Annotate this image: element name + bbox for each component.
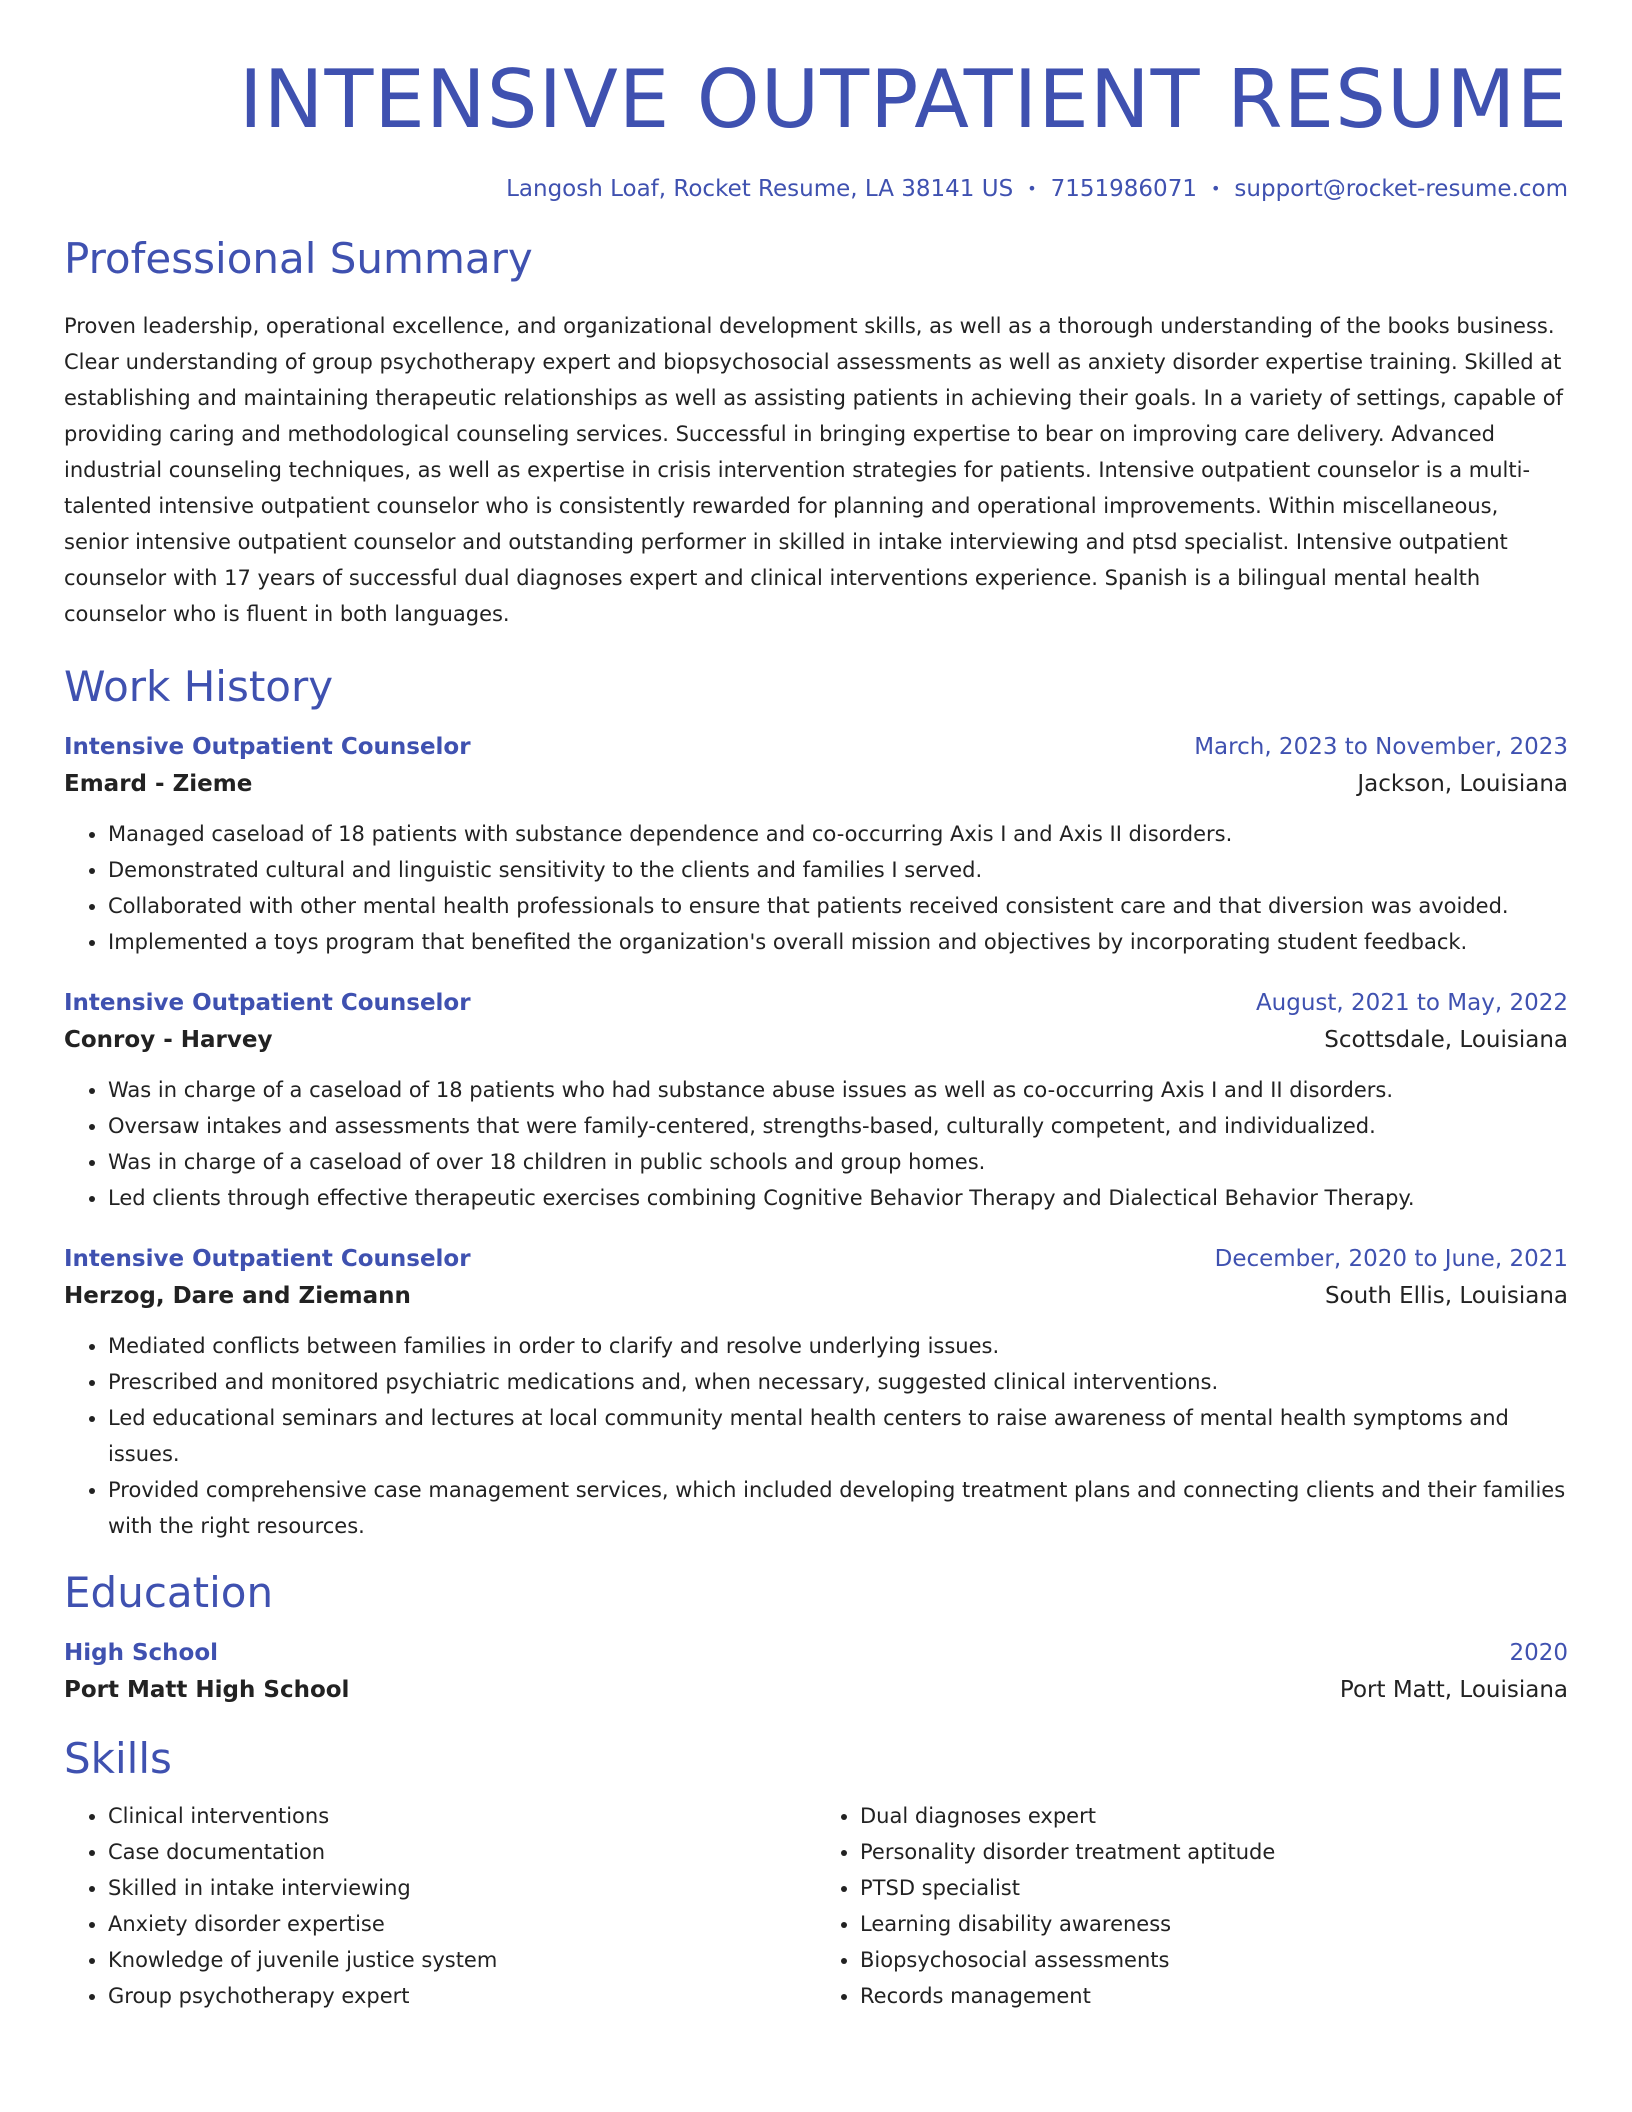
job-location: South Ellis, Louisiana	[1324, 1283, 1568, 1309]
job-header-row	[64, 986, 1568, 1020]
skills-columns	[64, 1798, 1568, 2014]
job-position: Intensive Outpatient Counselor	[64, 1246, 471, 1272]
job-position: Intensive Outpatient Counselor	[64, 734, 471, 760]
skill-item: • Learning disability awareness	[860, 1906, 1568, 1942]
job-dates: March, 2023 to November, 2023	[1194, 734, 1568, 760]
contact-address: Langosh Loaf, Rocket Resume, LA 38141 US	[506, 176, 1014, 202]
job-bullet: • Was in charge of a caseload of over 18 children in public schools and group homes.	[108, 1144, 1568, 1180]
job-dates: December, 2020 to June, 2021	[1214, 1246, 1568, 1272]
job-bullet: • Provided comprehensive case management services, which included developing treatment plans and connecting clients and their families with the right resources.	[108, 1472, 1568, 1544]
skill-item: • Personality disorder treatment aptitude	[860, 1834, 1568, 1870]
job-bullet: • Demonstrated cultural and linguistic sensitivity to the clients and families I served.	[108, 852, 1568, 888]
job-location: Scottsdale, Louisiana	[1324, 1027, 1568, 1053]
skills-section	[64, 1732, 1568, 2014]
job-company-row	[64, 1020, 1568, 1060]
skill-item: • Anxiety disorder expertise	[108, 1906, 816, 1942]
job-company: Herzog, Dare and Ziemann	[64, 1283, 411, 1309]
skill-item: • Dual diagnoses expert	[860, 1798, 1568, 1834]
job-company-row	[64, 764, 1568, 804]
job-bullet: • Oversaw intakes and assessments that were family-centered, strengths-based, culturally competent, and individualized.	[108, 1108, 1568, 1144]
job-bullet: • Led educational seminars and lectures at local community mental health centers to raise awareness of mental health symptoms and issues.	[108, 1400, 1568, 1472]
skill-item: • Knowledge of juvenile justice system	[108, 1942, 816, 1978]
skills-heading: Skills	[64, 1734, 172, 1783]
job-bullet: • Was in charge of a caseload of 18 patients who had substance abuse issues as well as co-occurring Axis I and II disorders.	[108, 1072, 1568, 1108]
skill-item: • Records management	[860, 1978, 1568, 2014]
job-header-row	[64, 1242, 1568, 1276]
job-bullet-list	[64, 1072, 1568, 1216]
skills-list-left	[64, 1798, 816, 2014]
job-bullet-list	[64, 816, 1568, 960]
contact-separator: •	[1210, 179, 1221, 198]
skill-item: • Case documentation	[108, 1834, 816, 1870]
skill-item: • Group psychotherapy expert	[108, 1978, 816, 2014]
job-bullet: • Led clients through effective therapeutic exercises combining Cognitive Behavior Therapy and Dialectical Behavior Therapy.	[108, 1180, 1568, 1216]
education-heading: Education	[64, 1568, 274, 1617]
education-section	[64, 1566, 1568, 1710]
work-history-section	[64, 660, 1568, 1544]
job-bullet: • Mediated conflicts between families in order to clarify and resolve underlying issues.	[108, 1328, 1568, 1364]
job-entry	[64, 730, 1568, 960]
job-dates: August, 2021 to May, 2022	[1255, 990, 1568, 1016]
resume-page	[64, 0, 1568, 2014]
education-entry	[64, 1636, 1568, 1710]
skill-item: • Clinical interventions	[108, 1798, 816, 1834]
job-header-row	[64, 730, 1568, 764]
skills-list-right	[816, 1798, 1568, 2014]
job-bullet: • Managed caseload of 18 patients with substance dependence and co-occurring Axis I and Axis II disorders.	[108, 816, 1568, 852]
education-school-row	[64, 1670, 1568, 1710]
skill-item: • Biopsychosocial assessments	[860, 1942, 1568, 1978]
contact-line	[64, 174, 1568, 204]
resume-title: INTENSIVE OUTPATIENT RESUME	[239, 53, 1568, 146]
education-year: 2020	[1509, 1640, 1568, 1666]
job-position: Intensive Outpatient Counselor	[64, 990, 471, 1016]
contact-phone: 7151986071	[1050, 176, 1197, 202]
job-company: Conroy - Harvey	[64, 1027, 273, 1053]
skill-item: • Skilled in intake interviewing	[108, 1870, 816, 1906]
education-school: Port Matt High School	[64, 1677, 350, 1703]
education-header-row	[64, 1636, 1568, 1670]
contact-separator: •	[1027, 179, 1037, 198]
job-company: Emard - Zieme	[64, 771, 253, 797]
job-bullet: • Prescribed and monitored psychiatric medications and, when necessary, suggested clinical interventions.	[108, 1364, 1568, 1400]
job-entry	[64, 1242, 1568, 1544]
education-location: Port Matt, Louisiana	[1339, 1677, 1568, 1703]
job-bullet: • Implemented a toys program that benefited the organization's overall mission and objectives by incorporating student feedback.	[108, 924, 1568, 960]
job-bullet-list	[64, 1328, 1568, 1544]
job-company-row	[64, 1276, 1568, 1316]
summary-text: Proven leadership, operational excellence, and organizational development skills, as well as a thorough understanding of the books business. Clear understanding of group psychotherapy expert and biopsychosocial assessments as well as anxiety disorder expertise training. Skilled at establishing and maintaining therapeutic relationships as well as assisting patients in achieving their goals. In a variety of settings, capable of providing caring and methodological counseling services. Successful in bringing expertise to bear on improving care delivery. Advanced industrial counseling techniques, as well as expertise in crisis intervention strategies for patients. Intensive outpatient counselor is a multi-talented intensive outpatient counselor who is consistently rewarded for planning and operational improvements. Within miscellaneous, senior intensive outpatient counselor and outstanding performer in skilled in intake interviewing and ptsd specialist. Intensive outpatient counselor with 17 years of successful dual diagnoses expert and clinical interventions experience. Spanish is a bilingual mental health counselor who is fluent in both languages.	[64, 314, 1563, 626]
job-bullet: • Collaborated with other mental health professionals to ensure that patients received consistent care and that diversion was avoided.	[108, 888, 1568, 924]
summary-heading: Professional Summary	[64, 234, 533, 283]
job-location: Jackson, Louisiana	[1357, 771, 1568, 797]
education-degree: High School	[64, 1640, 219, 1666]
skill-item: • PTSD specialist	[860, 1870, 1568, 1906]
job-entry	[64, 986, 1568, 1216]
contact-email: support@rocket-resume.com	[1234, 176, 1568, 202]
work-history-heading: Work History	[64, 662, 334, 711]
resume-header	[64, 0, 1568, 204]
professional-summary-section	[64, 232, 1568, 632]
